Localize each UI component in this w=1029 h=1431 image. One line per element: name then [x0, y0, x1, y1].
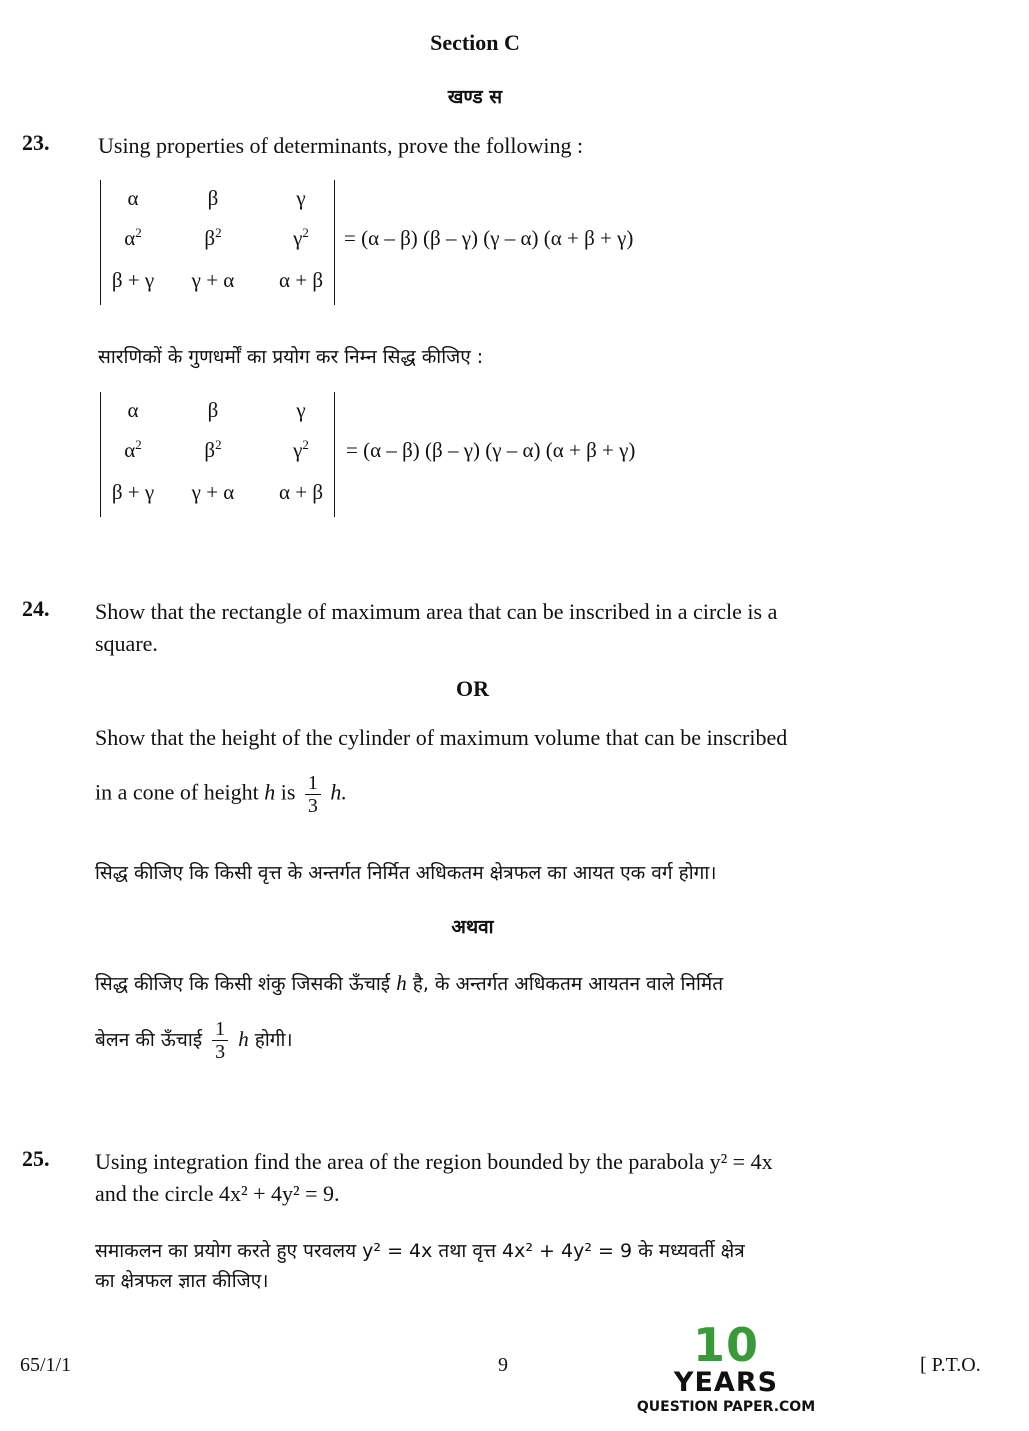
- matrix-cell: γ + α: [191, 268, 235, 292]
- matrix-cell: β: [207, 398, 219, 422]
- section-title-hi: खण्ड स: [447, 86, 503, 108]
- question-number-25: 25.: [22, 1146, 50, 1171]
- pto-label: [ P.T.O.: [920, 1354, 981, 1376]
- matrix-cell: $\beta^2$: [204, 225, 222, 250]
- matrix-cell: α: [127, 186, 139, 210]
- matrix-cell: γ: [296, 398, 306, 422]
- or-hi: अथवा: [451, 916, 494, 938]
- logo-number: 10: [692, 1318, 759, 1372]
- section-title-en: Section C: [430, 30, 520, 55]
- determinant-rhs: = (α – β) (β – γ) (γ – α) (α + β + γ): [346, 438, 636, 462]
- logo-years: YEARS: [673, 1367, 779, 1398]
- question-number-24: 24.: [22, 596, 50, 621]
- matrix-cell: $\gamma^2$: [293, 437, 309, 462]
- matrix-cell: $\alpha^2$: [124, 437, 142, 462]
- logo-site: QUESTION PAPER.COM: [636, 1399, 816, 1415]
- question-24-alt-text-hi-2: बेलन की ऊँचाई $\frac{1}{3}$ h होगी।: [95, 1018, 293, 1063]
- matrix-cell: $\gamma^2$: [293, 225, 309, 250]
- matrix-cell: α + β: [278, 480, 324, 504]
- site-logo: [626, 1318, 826, 1416]
- determinant-rhs: = (α – β) (β – γ) (γ – α) (α + β + γ): [344, 226, 634, 250]
- matrix-cell: α: [127, 398, 139, 422]
- matrix-cell: $\beta^2$: [204, 437, 222, 462]
- question-24-text-en: Show that the rectangle of maximum area that can be inscribed in a circle is a square.: [95, 599, 778, 656]
- question-number-23: 23.: [22, 130, 50, 155]
- matrix-cell: γ: [296, 186, 306, 210]
- question-25-text-hi: समाकलन का प्रयोग करते हुए परवलय y² = 4x तथा वृत्त 4x² + 4y² = 9 के मध्यवर्ती क्षेत्र का क्षेत्रफल ज्ञात कीजिए।: [95, 1240, 745, 1292]
- question-25-text-en: Using integration find the area of the region bounded by the parabola y² = 4x and the circle 4x² + 4y² = 9.: [95, 1149, 773, 1206]
- matrix-cell: $\alpha^2$: [124, 225, 142, 250]
- matrix-cell: α + β: [278, 268, 324, 292]
- question-23-text-en: Using properties of determinants, prove the following :: [98, 133, 584, 158]
- question-24-text-hi: सिद्ध कीजिए कि किसी वृत्त के अन्तर्गत निर्मित अधिकतम क्षेत्रफल का आयत एक वर्ग होगा।: [95, 862, 717, 884]
- question-23-text-hi: सारणिकों के गुणधर्मों का प्रयोग कर निम्न सिद्ध कीजिए :: [98, 346, 484, 368]
- paper-code: 65/1/1: [20, 1354, 72, 1376]
- question-24-alt-text-hi-1: सिद्ध कीजिए कि किसी शंकु जिसकी ऊँचाई h है, के अन्तर्गत अधिकतम आयतन वाले निर्मित: [95, 971, 724, 995]
- determinant-hi: [98, 392, 798, 517]
- page-number: 9: [498, 1354, 508, 1376]
- determinant-en: [98, 180, 778, 305]
- or-en: OR: [456, 676, 489, 701]
- question-24-alt-text-en-1: Show that the height of the cylinder of maximum volume that can be inscribed: [95, 725, 788, 750]
- question-24-alt-text-en-2: in a cone of height h is $\frac{1}{3}$ h.: [95, 772, 347, 817]
- fraction-one-third: $\frac{1}{3}$: [305, 772, 321, 817]
- matrix-cell: β + γ: [111, 268, 155, 292]
- matrix-cell: γ + α: [191, 480, 235, 504]
- matrix-cell: β + γ: [111, 480, 155, 504]
- matrix-cell: β: [207, 186, 219, 210]
